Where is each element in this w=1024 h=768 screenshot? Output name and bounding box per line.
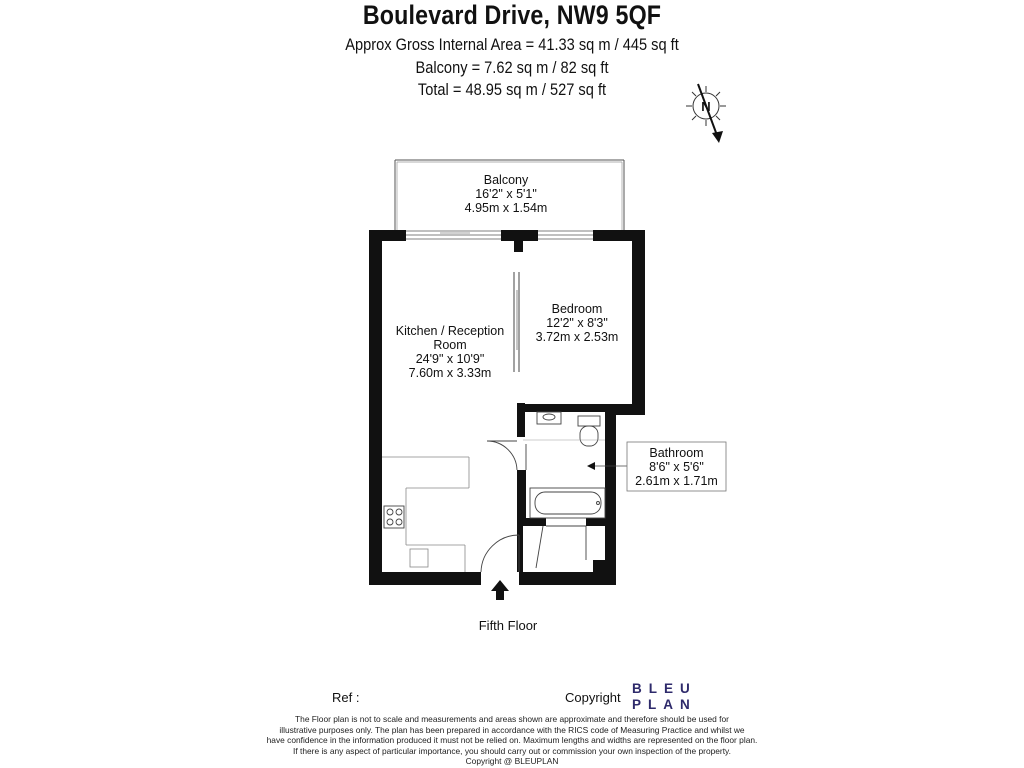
- ref-label: Ref :: [332, 690, 360, 705]
- bedroom-metric: 3.72m x 2.53m: [535, 330, 619, 344]
- bleuplan-logo: [632, 681, 697, 713]
- balcony-name: Balcony: [483, 173, 529, 187]
- disclaimer: [0, 714, 1024, 767]
- kitchen-counter: [382, 457, 469, 572]
- bedroom-partition: [514, 272, 519, 372]
- disclaimer-line-4: If there is any aspect of particular importance, you should carry out or commission your own inspection of the property.: [293, 745, 731, 756]
- entrance-arrow-icon: [491, 580, 509, 600]
- copyright-label: Copyright: [565, 690, 621, 705]
- balcony-metric: 4.95m x 1.54m: [464, 201, 548, 215]
- bathroom-label: [628, 446, 725, 488]
- balcony-label: [446, 173, 566, 215]
- bedroom-label: [527, 302, 627, 344]
- top-windows: [406, 231, 593, 239]
- logo-line-1: BLEU: [632, 681, 697, 696]
- disclaimer-line-3: have confidence in the information produced it must not be relied on. Maximum lengths and widths are represented on the floor plan.: [266, 735, 758, 746]
- walls: [369, 230, 645, 585]
- kitchen-name: Kitchen / Reception Room: [395, 324, 505, 352]
- compass-letter: N: [701, 99, 711, 114]
- logo-line-2: PLAN: [632, 697, 697, 712]
- entrance-door: [481, 535, 519, 572]
- floor-label: Fifth Floor: [478, 618, 538, 633]
- gross-area-text: Approx Gross Internal Area = 41.33 sq m / 445 sq ft: [345, 35, 679, 54]
- disclaimer-line-1: The Floor plan is not to scale and measurements and areas shown are approximate and therefore should be used for: [295, 714, 729, 724]
- kitchen-metric: 7.60m x 3.33m: [408, 366, 492, 380]
- bathroom-fixtures: [523, 412, 605, 568]
- balcony-area-text: Balcony = 7.62 sq m / 82 sq ft: [415, 58, 609, 77]
- bathroom-door: [487, 441, 517, 470]
- bathroom-name: Bathroom: [649, 446, 704, 460]
- copyright-line: Copyright @ BLEUPLAN: [465, 756, 559, 767]
- balcony-imperial: 16'2" x 5'1": [475, 187, 537, 201]
- total-area-text: Total = 48.95 sq m / 527 sq ft: [417, 80, 607, 99]
- bathroom-metric: 2.61m x 1.71m: [635, 474, 718, 488]
- page-title: Boulevard Drive, NW9 5QF: [362, 0, 662, 30]
- bedroom-imperial: 12'2" x 8'3": [546, 316, 608, 330]
- bathroom-imperial: 8'6" x 5'6": [649, 460, 704, 474]
- disclaimer-line-2: illustrative purposes only. The plan has been prepared in accordance with the RICS code of Measuring Practice and whilst we: [279, 724, 745, 735]
- kitchen-imperial: 24'9" x 10'9": [415, 352, 485, 366]
- bedroom-name: Bedroom: [551, 302, 603, 316]
- hob-icon: [384, 506, 404, 528]
- kitchen-label: [390, 324, 510, 380]
